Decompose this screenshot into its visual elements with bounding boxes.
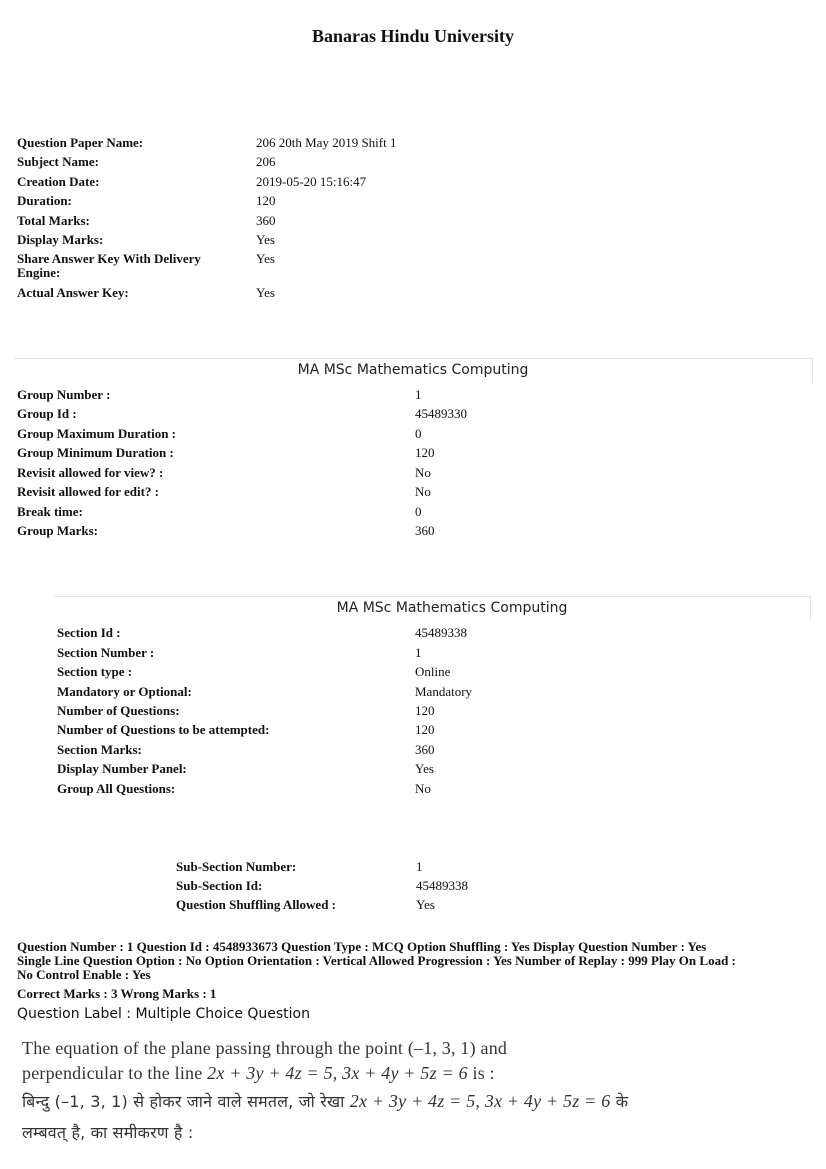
question-text-en-line2: perpendicular to the line 2x + 3y + 4z = 5, 3x + 4y + 5z = 6 is :: [22, 1063, 495, 1083]
question-text-hi-line1: बिन्दु (–1, 3, 1) से होकर जाने वाले समतल, जो रेखा 2x + 3y + 4z = 5, 3x + 4y + 5z = 6 के: [22, 1091, 629, 1111]
page-title: Banaras Hindu University: [311, 26, 515, 46]
equation: 2x + 3y + 4z = 5, 3x + 4y + 5z = 6: [207, 1063, 468, 1083]
section-heading: MA MSc Mathematics Computing: [336, 600, 568, 616]
question-meta-line: No Control Enable : Yes: [17, 967, 151, 982]
question-text-en-line1: The equation of the plane passing through the point (–1, 3, 1) and: [22, 1038, 508, 1058]
question-label: Question Label : Multiple Choice Question: [17, 1006, 310, 1022]
question-marks: Correct Marks : 3 Wrong Marks : 1: [17, 986, 217, 1001]
group-heading: MA MSc Mathematics Computing: [297, 362, 529, 378]
equation: 2x + 3y + 4z = 5, 3x + 4y + 5z = 6: [349, 1091, 611, 1111]
question-meta-line: Question Number : 1 Question Id : 4548933673 Question Type : MCQ Option Shuffling : Yes Display Question Number : Yes: [17, 939, 707, 954]
question-meta-line: Single Line Question Option : No Option Orientation : Vertical Allowed Progression : Yes Number of Replay : 999 Play On Load :: [17, 953, 736, 968]
question-text-hi-line2: लम्बवत् है, का समीकरण है :: [22, 1123, 194, 1142]
